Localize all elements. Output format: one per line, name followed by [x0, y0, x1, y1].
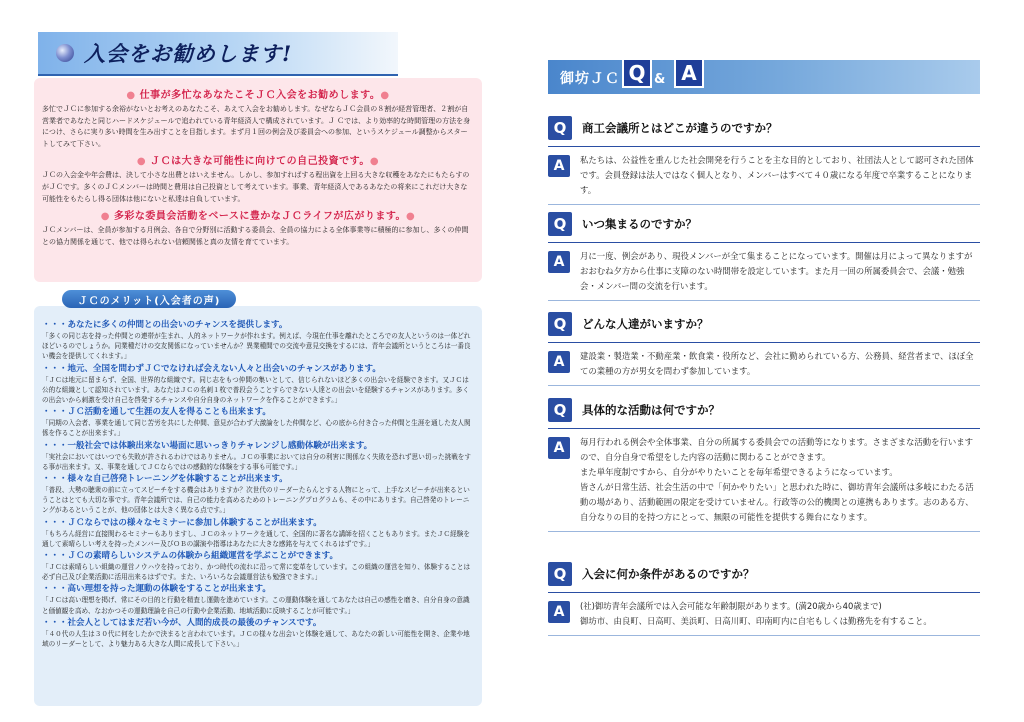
bullet-dot-icon: ● [406, 211, 416, 223]
merit-item [42, 320, 474, 362]
answer-icon: A [548, 601, 570, 623]
merit-body: 「実社会においてはいつでも失敗が許されるわけではありません。ＪＣの事業においては自分の利害に関係なく失敗を恐れず思い切った挑戦をする事が出来ます。又、事業を通してＪＣならではの感動的な体験をする事も可能です。」 [42, 452, 471, 471]
merit-heading: ・・・ＪＣの素晴らしいシステムの体験から組織運営を学ぶことができます。 [42, 551, 338, 562]
merit-heading: ・・・様々な自己啓発トレーニングを体験することが出来ます。 [42, 474, 288, 485]
merit-heading: ・・・社会人としてはまだ若い今が、人間的成長の最後のチャンスです。 [42, 617, 322, 628]
divider [548, 428, 980, 429]
section-body-3: ＪＣメンバーは、全員が参加する月例会、各自で分野別に活動する委員会、全員の協力による全体事業等に積極的に参加し、多くの仲間との協力関係を通じて、他では得られない信頼関係と真の友情を育てています。 [42, 226, 469, 246]
question-icon: Q [548, 116, 572, 140]
section-heading-text: ＪＣは大きな可能性に向けての自己投資です。 [150, 156, 370, 168]
merit-body: 「ＪＣは高い理想を掲げ、常にその目的と行動を精査し運動を進めています。この運動体験を通してあなたは自己の感性を磨き、自分自身の意識と価値観を高め、なおかつその運動理論を自己の行動や企業活動、地域活動に反映することが可能です。」 [42, 596, 470, 615]
question-text: いつ集まるのですか？ [582, 217, 697, 231]
left-page [28, 28, 484, 700]
q-badge-icon: Q [622, 58, 652, 88]
merit-heading: ・・・あなたに多くの仲間との出会いのチャンスを提供します。 [42, 320, 288, 330]
section-body-1: 多忙でＪＣに参加する余裕がないとお考えのあなたこそ、あえて入会をお勧めします。なぜならＪＣ会員の８割が経営管理者、２割が自営業者であなたと同じハードスケジュールで追われている青年経済人で構成されています。Ｊ Ｃでは、より効率的な時間管理の方法を身につけ、さらに実り多い時間を生み出すことを目指します。まず月１回の例会及び委員会への参加、というスケジュール調整からスタートしてみて下さい。 [42, 105, 471, 148]
merit-heading: ・・・ＪＣ活動を通して生涯の友人を得ることも出来ます。 [42, 407, 271, 418]
merit-body: 「もちろん経営に直接関わるセミナーもありますし、ＪＣのネットワークを通して、全国的に著名な講師を招くこともあります。またＪＣ経験を通して素晴らしい考えを持ったメンバー及びＯＢの講演や指導はあなたに大きな感銘を与えてくれるはずです。」 [42, 529, 470, 548]
answer-icon: A [548, 437, 570, 459]
question-text: 具体的な活動は何ですか？ [582, 403, 720, 417]
merit-item [42, 441, 474, 472]
question-icon: Q [548, 398, 572, 422]
qa-item [548, 398, 980, 532]
divider [548, 300, 980, 301]
question-icon: Q [548, 212, 572, 236]
bullet-dot-icon: ● [380, 90, 390, 101]
question-text: 入会に何か条件があるのですか？ [582, 567, 755, 581]
page-title: 入会をお勧めします! [84, 41, 293, 66]
right-page [548, 50, 988, 650]
qa-item [548, 116, 980, 205]
question-icon: Q [548, 562, 572, 586]
section-heading-2 [42, 152, 474, 167]
merit-body: 「同期の入会者、事業を通して同じ苦労を共にした仲間、意見が合わず大激論をした仲間など、心の底から付き合った仲間と生涯を通した友人関係を作ることが出来ます。」 [42, 419, 471, 438]
divider [548, 531, 980, 532]
answer-icon: A [548, 155, 570, 177]
merit-item [42, 407, 474, 438]
merit-body: 「普段、大勢の聴衆の前に立ってスピーチをする機会はありますか？次世代のリーダーたらんとする人物にとって、上手なスピーチが出来るということはとても大切な事です。青年会議所では、自己の能力を高めるためのトレーニングプログラムも、その中にあります。自己啓発のトレーニングがあるということが、他の団体とは大きく異なる点です。」 [42, 486, 470, 515]
divider [548, 385, 980, 386]
bullet-dot-icon: ● [100, 211, 110, 223]
section-heading-3 [42, 207, 474, 222]
qa-item [548, 562, 980, 636]
recommendation-panel [34, 78, 482, 282]
merit-panel [34, 306, 482, 706]
answer-text: 私たちは、公益性を重んじた社会開発を行うことを主な目的としており、社団法人として認可された団体です。会員登録は法人ではなく個人となり、メンバーはすべて４０歳になる年度で卒業することになります。 [580, 155, 974, 195]
question-text: 商工会議所とはどこが違うのですか？ [582, 121, 778, 135]
merit-body: 「ＪＣは素晴らしい組織の運営ノウハウを持っており、かつ時代の流れに沿って常に変革をしています。この組織の運営を知り、体験することは必ず自己及び企業活動に活用出来るはずです。また、いろいろな会議運営法も勉強できます。」 [42, 563, 471, 582]
merit-heading: ・・・ＪＣならではの様々なセミナーに参加し体験することが出来ます。 [42, 517, 322, 528]
merit-body: 「４０代の人生は３０代に何をしたかで決まると言われています。ＪＣの様々な出会いと体験を通して、あなたの新しい可能性を開き、企業や地域のリーダーとして、より魅力ある大きな人間に成長して下さい。」 [42, 629, 470, 649]
merit-item [42, 551, 474, 582]
question-text: どんな人達がいますか？ [582, 317, 709, 331]
section-heading-1 [42, 86, 474, 101]
merit-heading: ・・・一般社会では体験出来ない場面に思いっきりチャレンジし感動体験が出来ます。 [42, 440, 373, 451]
merit-item [42, 618, 474, 649]
answer-icon: A [548, 251, 570, 273]
a-badge-icon: A [674, 58, 704, 88]
bullet-ball-icon [56, 44, 74, 62]
ampersand: & [654, 72, 666, 87]
left-title-banner [38, 32, 398, 76]
merit-body: 「多くの同じ志を持った仲間との連帯が生まれ、人的ネットワークが作れます。例えば、今現在仕事を離れたところでの友人というのは一体どれほどいるのでしょうか。同業種だけの交友関係になっていませんか？異業種間での交流や意見交換をするには、青年会議所というところは一番良い機会を提供してくれます。」 [42, 332, 471, 361]
merit-heading: ・・・地元、全国を問わずＪＣでなければ会えない人々と出会いのチャンスがあります。 [42, 363, 381, 374]
answer-icon: A [548, 351, 570, 373]
qa-item [548, 312, 980, 386]
merit-item [42, 518, 474, 549]
divider [548, 592, 980, 593]
merit-body: 「ＪＣは地元に留まらず、全国、世界的な組織です。同じ志をもつ仲間の集いとして、信じられないほど多くの出会いを経験できます。又ＪＣは公的な組織として認知されています。あなたはＪＣの名刺１枚で普段会うことすらできない人達との出会いを経験するチャンスがあります。多くの出会いから刺激を受け自己を啓発するチャンスや自分自身のネットワークを作ることができます。」 [42, 375, 470, 405]
section-body-2: ＪＣの入会金や年会費は、決して小さな出費とはいえません。しかし、参加すればする程出資を上回る大きな収穫をあなたにもたらすのがＪＣです。多くのＪＣメンバーは時間と費用は自己投資として考えています。事業、青年経済人であるあなたの将来にこれだけ大きな可能性をもたらし得る団体は他にないと私達は自負しています。 [42, 171, 470, 203]
section-heading-text: 多彩な委員会活動をベースに豊かなＪＣライフが広がります。 [113, 211, 407, 223]
merit-item [42, 364, 474, 406]
merit-heading: ・・・高い理想を持った運動の体験をすることが出来ます。 [42, 584, 271, 595]
divider [548, 342, 980, 343]
bullet-dot-icon: ● [136, 156, 147, 168]
divider [548, 242, 980, 243]
divider [548, 204, 980, 205]
merit-item [42, 474, 474, 516]
merit-item [42, 584, 474, 615]
question-icon: Q [548, 312, 572, 336]
divider [548, 146, 980, 147]
answer-text: 建設業・製造業・不動産業・飲食業・役所など、会社に勤められている方、公務員、経営者まで、ほぼ全ての業種の方が男女を問わず参加しています。 [580, 351, 974, 376]
qa-item [548, 212, 980, 301]
section-heading-text: 仕事が多忙なあなたこそＪＣ入会をお勧めします。 [139, 90, 381, 101]
qa-banner-prefix: 御坊ＪＣ [560, 71, 620, 87]
divider [548, 635, 980, 636]
answer-text: 毎月行われる例会や全体事業、自分の所属する委員会での活動等になります。さまざまな活動を行いますので、自分自身で希望をした内容の活動に関わることができます。 また単年度制ですから、自分がやりたいことを毎年希望できるようになっています。 皆さんが日常生活、社会生活の中で「何かやりたい」と思われた時に、御坊青年会議所は多岐にわたる活動の場があり、活動範囲の限定を受けていません。行政等の公的機関との連携もあります。志のある方、自分なりの目的を持つ方にとって、無限の可能性を提供する舞台になります。 [580, 437, 974, 522]
answer-text: (社)御坊青年会議所では入会可能な年齢制限があります。(満20歳から40歳まで) 御坊市、由良町、日高町、美浜町、日高川町、印南町内に自宅もしくは勤務先を有すること。 [580, 601, 932, 626]
bullet-dot-icon: ● [126, 90, 136, 101]
merit-tab: ＪＣのメリット(入会者の声) [62, 290, 236, 308]
qa-banner [548, 60, 980, 94]
answer-text: 月に一度、例会があり、現役メンバーが全て集まることになっています。開催は月によって異なりますがおおむね夕方から仕事に支障のない時間帯を設定しています。また月一回の所属委員会で、会議・勉強会・メンバー間の交流を行います。 [580, 251, 973, 291]
bullet-dot-icon: ● [369, 156, 380, 168]
